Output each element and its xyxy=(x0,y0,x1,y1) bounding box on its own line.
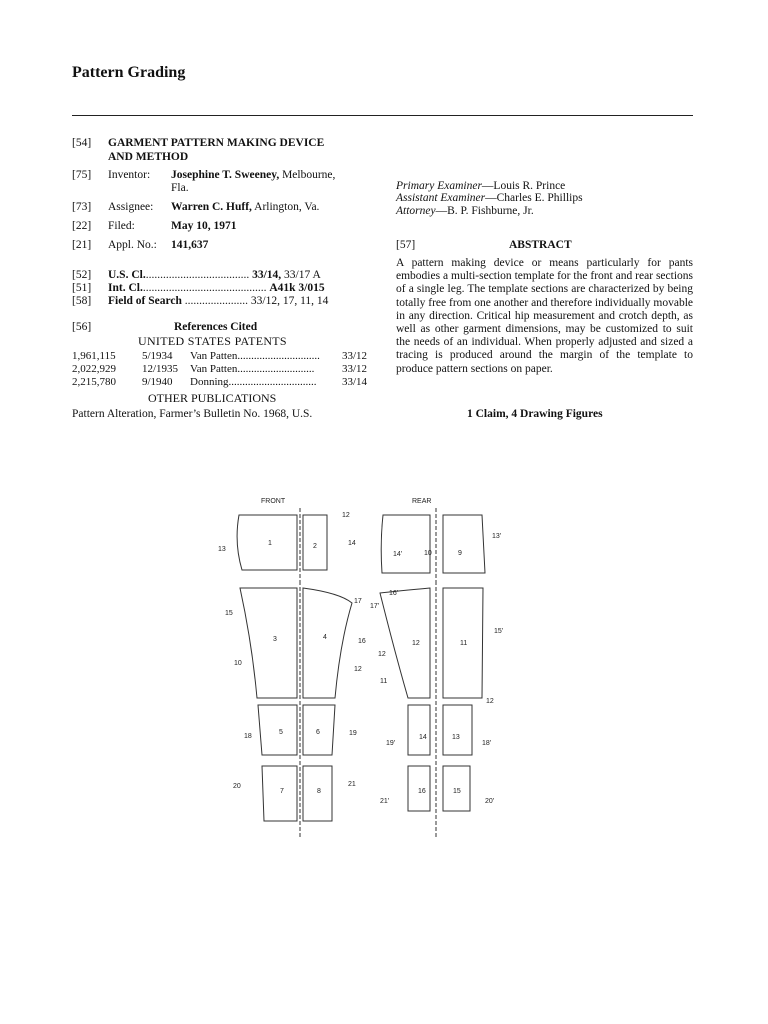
svg-text:11: 11 xyxy=(460,640,468,647)
assignee-name: Warren C. Huff, xyxy=(171,201,252,213)
dot-leader: .................................... xyxy=(145,269,250,281)
ref-class: 33/12 xyxy=(342,350,368,362)
attorney: Attorney—B. P. Fishburne, Jr. xyxy=(396,205,534,217)
inventor-state: Fla. xyxy=(171,182,189,194)
field-code: [54] xyxy=(72,137,92,149)
field-51 xyxy=(72,281,325,295)
patent-title-line2: AND METHOD xyxy=(108,151,189,163)
abstract-heading: ABSTRACT xyxy=(509,239,572,251)
filed-date: May 10, 1971 xyxy=(171,220,237,232)
front-piece-5 xyxy=(258,705,297,755)
front-label: FRONT xyxy=(261,498,286,505)
svg-text:21: 21 xyxy=(348,781,356,788)
ref-inventor: Van Patten............................ xyxy=(190,363,315,375)
ref-date: 5/1934 xyxy=(142,350,173,362)
svg-text:13: 13 xyxy=(218,546,226,553)
svg-text:21': 21' xyxy=(380,798,390,805)
svg-text:9: 9 xyxy=(458,550,462,557)
rear-piece-14 xyxy=(408,705,430,755)
reference-row xyxy=(72,363,368,375)
svg-text:8: 8 xyxy=(317,788,321,795)
svg-text:12: 12 xyxy=(378,651,386,658)
field-73 xyxy=(72,200,320,214)
svg-text:20': 20' xyxy=(485,798,495,805)
reference-row xyxy=(72,376,368,388)
field-code: [75] xyxy=(72,169,92,181)
assistant-examiner: Assistant Examiner—Charles E. Phillips xyxy=(396,192,583,204)
field-code: [21] xyxy=(72,239,92,251)
svg-text:12: 12 xyxy=(354,666,362,673)
rear-piece-13 xyxy=(443,705,472,755)
field-21 xyxy=(72,238,209,252)
ref-class: 33/14 xyxy=(342,376,368,388)
svg-text:17: 17 xyxy=(354,598,362,605)
svg-text:19: 19 xyxy=(349,730,357,737)
field-57 xyxy=(396,238,693,252)
primary-examiner: Primary Examiner—Louis R. Prince xyxy=(396,180,566,192)
inventor-place: Melbourne, xyxy=(279,169,336,181)
svg-text:10: 10 xyxy=(234,660,242,667)
int-cl-label: Int. Cl. xyxy=(108,282,143,294)
svg-text:12: 12 xyxy=(342,512,350,519)
other-publication-entry: Pattern Alteration, Farmer’s Bulletin No. 1968, U.S. xyxy=(72,408,313,420)
svg-text:11: 11 xyxy=(380,678,388,685)
reference-row xyxy=(72,350,368,362)
field-52 xyxy=(72,268,321,282)
assignee-place: Arlington, Va. xyxy=(251,201,320,213)
svg-text:17': 17' xyxy=(370,603,380,610)
svg-text:5: 5 xyxy=(279,729,283,736)
rear-label: REAR xyxy=(412,498,432,505)
front-piece-4 xyxy=(303,588,352,698)
field-code: [58] xyxy=(72,295,92,307)
references-heading: References Cited xyxy=(174,321,258,333)
ref-number: 1,961,115 xyxy=(72,350,116,362)
page-header-title: Pattern Grading xyxy=(72,64,186,81)
field-code: [22] xyxy=(72,220,92,232)
field-code: [56] xyxy=(72,321,92,333)
field-code: [52] xyxy=(72,269,92,281)
field-code: [57] xyxy=(396,239,416,251)
svg-text:13: 13 xyxy=(452,734,460,741)
inventor-name: Josephine T. Sweeney, xyxy=(171,169,280,181)
svg-text:14: 14 xyxy=(348,540,356,547)
ref-number: 2,022,929 xyxy=(72,363,116,375)
svg-text:16: 16 xyxy=(358,638,366,645)
inventor-label: Inventor: xyxy=(108,169,151,181)
svg-text:1: 1 xyxy=(268,540,272,547)
assignee-label: Assignee: xyxy=(108,201,154,213)
svg-text:6: 6 xyxy=(316,729,320,736)
ref-date: 9/1940 xyxy=(142,376,173,388)
field-code: [73] xyxy=(72,201,92,213)
field-22 xyxy=(72,219,237,233)
dot-leader: ...................... xyxy=(184,295,249,307)
us-cl-value: 33/14, xyxy=(252,269,282,281)
svg-text:10: 10 xyxy=(424,550,432,557)
svg-text:16': 16' xyxy=(389,590,399,597)
other-publications-heading: OTHER PUBLICATIONS xyxy=(148,391,277,405)
svg-text:14': 14' xyxy=(393,551,403,558)
appl-no-label: Appl. No.: xyxy=(108,239,157,251)
rear-piece-10 xyxy=(381,515,430,573)
filed-label: Filed: xyxy=(108,220,135,232)
rear-piece-9 xyxy=(443,515,485,573)
us-patents-heading: UNITED STATES PATENTS xyxy=(138,334,287,348)
header-rule xyxy=(72,115,693,116)
svg-text:16: 16 xyxy=(418,788,426,795)
us-cl-label: U.S. Cl. xyxy=(108,269,146,281)
svg-text:12: 12 xyxy=(486,698,494,705)
svg-text:4: 4 xyxy=(323,634,327,641)
us-cl-extra: 33/17 A xyxy=(281,269,321,281)
ref-class: 33/12 xyxy=(342,363,368,375)
rear-piece-12 xyxy=(380,588,430,698)
int-cl-value: A41k 3/015 xyxy=(269,282,325,294)
field-56 xyxy=(72,320,258,334)
svg-text:13': 13' xyxy=(492,533,502,540)
svg-text:2: 2 xyxy=(313,543,317,550)
svg-text:12: 12 xyxy=(412,640,420,647)
abstract-text: A pattern making device or means particularly for pants embodies a multi-section template for the front and rear sections of a single leg. The template sections are characterized by being totally free from one another and therefore individually movable in any direction. Critical hip measurement and crotch depth, as well as other garment dimensions, may be customized to suit the needs of an individual. When properly adjusted and sized a tracing is produced around the margin of the template to produce pattern sections on paper. xyxy=(396,257,693,375)
svg-text:7: 7 xyxy=(280,788,284,795)
ref-number: 2,215,780 xyxy=(72,376,116,388)
ref-inventor: Donning................................ xyxy=(190,376,317,388)
svg-text:14: 14 xyxy=(419,734,427,741)
pattern-drawing-figure xyxy=(218,493,520,833)
field-code: [51] xyxy=(72,282,92,294)
search-value: 33/12, 17, 11, 14 xyxy=(250,295,329,307)
field-58 xyxy=(72,294,329,308)
svg-text:15: 15 xyxy=(225,610,233,617)
svg-text:18': 18' xyxy=(482,740,492,747)
front-piece-3 xyxy=(240,588,297,698)
appl-no-value: 141,637 xyxy=(171,239,209,251)
claims-summary: 1 Claim, 4 Drawing Figures xyxy=(467,408,603,420)
svg-text:20: 20 xyxy=(233,783,241,790)
ref-date: 12/1935 xyxy=(142,363,179,375)
dot-leader: ........................................... xyxy=(142,282,267,294)
field-54 xyxy=(72,136,325,163)
svg-text:19': 19' xyxy=(386,740,396,747)
svg-text:15: 15 xyxy=(453,788,461,795)
field-75 xyxy=(72,168,336,194)
svg-text:18: 18 xyxy=(244,733,252,740)
ref-inventor: Van Patten.............................. xyxy=(190,350,320,362)
search-label: Field of Search xyxy=(108,295,182,307)
patent-title-line1: GARMENT PATTERN MAKING DEVICE xyxy=(108,137,325,149)
svg-text:15': 15' xyxy=(494,628,504,635)
svg-text:3: 3 xyxy=(273,636,277,643)
